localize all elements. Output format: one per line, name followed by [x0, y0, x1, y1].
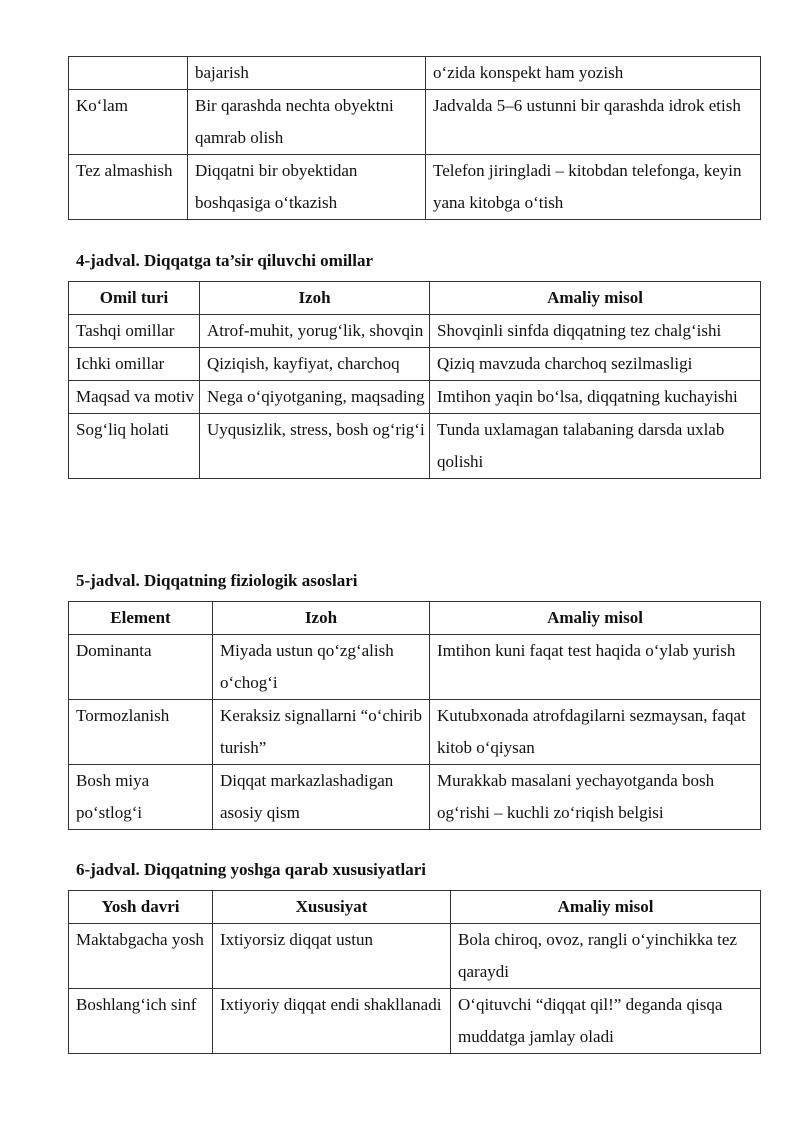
table-cell: o‘zida konspekt ham yozish [426, 57, 761, 90]
table-6-container [68, 890, 760, 1054]
table-row [69, 700, 761, 765]
table-cell: Tunda uxlamagan talabaning darsda uxlab qolishi [430, 414, 761, 479]
table-cell: Keraksiz signallarni “o‘chirib turish” [213, 700, 430, 765]
table-3-continued [68, 56, 760, 220]
table-row [69, 315, 761, 348]
table-cell: Tashqi omillar [69, 315, 200, 348]
table-row [69, 635, 761, 700]
table-cell: Jadvalda 5–6 ustunni bir qarashda idrok etish [426, 90, 761, 155]
table-5-caption: 5-jadval. Diqqatning fiziologik asoslari [76, 571, 358, 590]
table-header-row [69, 891, 761, 924]
table-cell: Kutubxonada atrofdagilarni sezmaysan, faqat kitob o‘qiysan [430, 700, 761, 765]
table-row [69, 414, 761, 479]
column-header: Izoh [200, 282, 430, 315]
table-5 [68, 601, 761, 830]
table-cell: Sog‘liq holati [69, 414, 200, 479]
table-4 [68, 281, 761, 479]
table-6-caption: 6-jadval. Diqqatning yoshga qarab xususiyatlari [76, 860, 426, 879]
column-header: Element [69, 602, 213, 635]
column-header: Amaliy misol [451, 891, 761, 924]
table-cell: Diqqatni bir obyektidan boshqasiga o‘tkazish [188, 155, 426, 220]
table-4-caption: 4-jadval. Diqqatga ta’sir qiluvchi omillar [76, 251, 374, 270]
column-header: Omil turi [69, 282, 200, 315]
table-cell: Tormozlanish [69, 700, 213, 765]
table-cell: Maktabgacha yosh [69, 924, 213, 989]
column-header: Amaliy misol [430, 602, 761, 635]
table-cell: Ixtiyorsiz diqqat ustun [213, 924, 451, 989]
table-cell: Uyqusizlik, stress, bosh og‘rig‘i [200, 414, 430, 479]
table-row [69, 989, 761, 1054]
table-cell: Murakkab masalani yechayotganda bosh og‘rishi – kuchli zo‘riqish belgisi [430, 765, 761, 830]
table-row [69, 381, 761, 414]
column-header: Amaliy misol [430, 282, 761, 315]
table-6 [68, 890, 761, 1054]
table-cell: Diqqat markazlashadigan asosiy qism [213, 765, 430, 830]
table-cell: Ichki omillar [69, 348, 200, 381]
table-cell: Imtihon kuni faqat test haqida o‘ylab yurish [430, 635, 761, 700]
table-header-row [69, 602, 761, 635]
table-cell: Boshlang‘ich sinf [69, 989, 213, 1054]
table-4-container [68, 281, 760, 479]
table-cell: Imtihon yaqin bo‘lsa, diqqatning kuchayishi [430, 381, 761, 414]
table-header-row [69, 282, 761, 315]
table-row [69, 90, 761, 155]
table-cell: Qiziq mavzuda charchoq sezilmasligi [430, 348, 761, 381]
table-cell: Bosh miya po‘stlog‘i [69, 765, 213, 830]
table-row [69, 155, 761, 220]
table-cell [69, 57, 188, 90]
table-3 [68, 56, 761, 220]
table-cell: Ko‘lam [69, 90, 188, 155]
table-cell: Nega o‘qiyotganing, maqsading [200, 381, 430, 414]
column-header: Yosh davri [69, 891, 213, 924]
table-row [69, 765, 761, 830]
table-5-container [68, 601, 760, 830]
table-cell: bajarish [188, 57, 426, 90]
table-cell: Bir qarashda nechta obyektni qamrab olish [188, 90, 426, 155]
table-cell: O‘qituvchi “diqqat qil!” deganda qisqa muddatga jamlay oladi [451, 989, 761, 1054]
table-cell: Telefon jiringladi – kitobdan telefonga, keyin yana kitobga o‘tish [426, 155, 761, 220]
table-cell: Miyada ustun qo‘zg‘alish o‘chog‘i [213, 635, 430, 700]
table-row [69, 924, 761, 989]
column-header: Izoh [213, 602, 430, 635]
table-cell: Bola chiroq, ovoz, rangli o‘yinchikka tez qaraydi [451, 924, 761, 989]
table-cell: Atrof-muhit, yorug‘lik, shovqin [200, 315, 430, 348]
table-row [69, 57, 761, 90]
table-cell: Ixtiyoriy diqqat endi shakllanadi [213, 989, 451, 1054]
table-row [69, 348, 761, 381]
table-cell: Maqsad va motiv [69, 381, 200, 414]
table-cell: Shovqinli sinfda diqqatning tez chalg‘ishi [430, 315, 761, 348]
table-cell: Tez almashish [69, 155, 188, 220]
table-cell: Dominanta [69, 635, 213, 700]
column-header: Xususiyat [213, 891, 451, 924]
table-cell: Qiziqish, kayfiyat, charchoq [200, 348, 430, 381]
